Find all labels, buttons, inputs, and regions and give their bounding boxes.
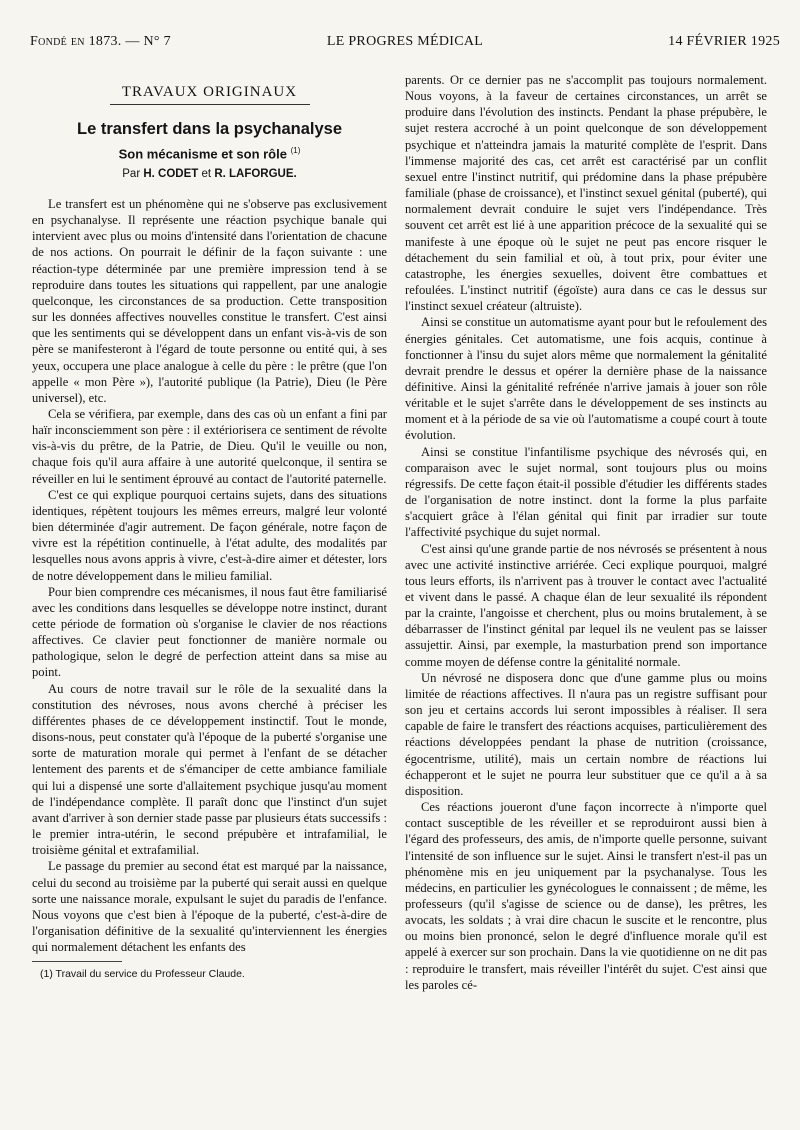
- paragraph: Ces réactions joueront d'une façon incorrecte à n'importe quel contact susceptible de les réveiller et se reproduiront aussi bien à l'égard des professeurs, des amis, de n'importe quelle personne, suivant l'intensité de son influence sur le sujet. Ainsi le transfert n'est-il pas un phénomène mis en jeu uniquement par la psychanalyse. Tous les médecins, en particulier les gynécologues le connaissent ; de même, les professeurs (qu'il s'agisse de science ou de danse), les prêtres, les avocats, les soldats ; à vrai dire chacun le suscite et le rencontre, plus ou moins bien prononcé, selon le degré d'influence morale qu'il est appelé à exercer sur son prochain. Dans la vie quotidienne on ne dit pas : reproduire le transfert, mais réveiller l'intérêt du sujet. C'est ainsi que les paroles cé-: [405, 800, 767, 992]
- paragraph: Pour bien comprendre ces mécanismes, il nous faut être familiarisé avec les conditions dans lesquelles se développe notre instinct, durant cette période de formation où s'organise le clavier de nos réactions affectives. Ce clavier peut fonctionner de manière normale ou pathologique, selon le degré de perfection atteint dans sa mise au point.: [32, 584, 387, 680]
- left-column: [32, 72, 387, 982]
- right-column: [405, 72, 767, 993]
- authors-prefix: Par: [122, 167, 141, 180]
- paragraph: parents. Or ce dernier pas ne s'accomplit pas toujours normalement. Nous voyons, à la faveur de certaines circonstances, un arrêt se produire dans l'évolution des instincts. Pendant la phase prépubère, le sujet restera accroché à un point quelconque de son développement psychique et n'atteindra jamais la maturité complète de l'esprit. Dans l'immense majorité des cas, cet arrêt est caractérisé par un conflit sexuel entre l'instinct nutritif, qui prédomine dans la phase prépubère familiale (phase de croissance), et l'instinct sexuel génital (puberté), qui normalement devrait conduire le sujet vers l'indépendance. Très souvent cet arrêt est lié à une apparition précoce de la sexualité qui se manifeste à une époque où le sujet ne peut pas encore risquer le détachement du sein familial et où, à tout prix, pour éviter une catastrophe, les énergies sexuelles, doivent être combattues et refoulées. L'instinct nutritif (égoïste) aura dans ce cas le dessus sur l'instinct sexuel créateur (altruiste).: [405, 73, 767, 314]
- section-rubric: TRAVAUX ORIGINAUX: [121, 84, 298, 100]
- author-1: H. CODET: [143, 167, 199, 180]
- authors-and: et: [201, 167, 212, 180]
- header-journal-title: LE PROGRES MÉDICAL: [326, 34, 484, 49]
- footnote: (1) Travail du service du Professeur Claude.: [40, 968, 245, 981]
- paragraph: Cela se vérifiera, par exemple, dans des cas où un enfant a fini par haïr inconsciemment son père : il extériorisera ce sentiment de révolte vis-à-vis du prêtre, de la Patrie, de Dieu. Qu'il le veuille ou non, chaque fois qu'il aura affaire à une autorité quelconque, il sentira se réveiller en lui le sentiment éprouvé au contact de l'autorité paternelle.: [32, 406, 387, 486]
- article-authors: [32, 166, 387, 182]
- paragraph: Un névrosé ne disposera donc que d'une gamme plus ou moins limitée de réactions affectives. Il n'aura pas un registre suffisant pour son jeu et certains accords lui seront impossibles à réaliser. Il sera capable de faire le transfert des réactions acquises, particulièrement des réactions développées pendant la phase de nutrition (croissance, égocentrisme, utilité), mais un certain nombre de réactions lui échapperont et le sujet ne pourra leur substituer que ce qu'il a à sa disposition.: [405, 670, 767, 798]
- article-subtitle: [32, 143, 387, 162]
- header-date: 14 FÉVRIER 1925: [668, 34, 780, 49]
- paragraph: Ainsi se constitue un automatisme ayant pour but le refoulement des énergies génitales. Cet automatisme, une fois acquis, continue à fonctionner à l'insu du sujet alors même que normalement la génitalité devrait prendre le dessus et opérer la dernière phase de la naissance définitive. Ainsi la génitalité refrénée n'arrive jamais à jouer son rôle véritable et le sujet s'arrête dans le développement de ses instincts au moment et à la période de sa vie où l'automatisme a coupé court à toute évolution.: [405, 315, 767, 443]
- paragraph: C'est ce qui explique pourquoi certains sujets, dans des situations identiques, répètent toujours les mêmes erreurs, malgré leur volonté bien déterminée d'agir autrement. De façon générale, notre façon de vivre est la répétition continuelle, à l'état adulte, des modalités par lesquelles nous avons appris à vivre, c'est-à-dire aimer et détester, lors de notre développement dans le milieu familial.: [32, 487, 387, 583]
- paragraph: Au cours de notre travail sur le rôle de la sexualité dans la constitution des névroses, nous avons cherché à préciser les différentes phases de ce développement instinctif. Tout le monde, disons-nous, peut constater qu'à l'époque de la puberté s'organise une sorte de maturation morale qui permet à l'enfant de se détacher lentement des parents et de s'émanciper de cette ambiance familiale qui lui a dispensé une sorte d'allaitement psychique jusqu'au moment de l'indépendance complète. Il paraît donc que l'instinct d'un sujet avant d'arriver à son dernier stade passe par plusieurs états successifs : le premier intra-utérin, le second prépubère et intrafamilial, le troisième génital et extrafamilial.: [32, 681, 387, 858]
- running-header: [30, 30, 780, 54]
- footnote-marker: (1): [290, 146, 301, 156]
- author-2: R. LAFORGUE.: [214, 167, 297, 180]
- rubric-underline: [110, 104, 310, 105]
- article-title: Le transfert dans la psychanalyse: [76, 120, 343, 139]
- paragraph: Ainsi se constitue l'infantilisme psychique des névrosés qui, en comparaison avec le sujet normal, sont toujours plus ou moins régressifs. De cette façon était-il possible d'étudier les différents stades de l'organisation de notre instinct. dont la forme la plus parfaite s'acquiert grâce à l'élan génital qui finit par irradier sur toute l'affectivité psychique du sujet normal.: [405, 444, 767, 540]
- article-subtitle-text: Son mécanisme et son rôle: [118, 146, 287, 162]
- paragraph: Le transfert est un phénomène qui ne s'observe pas exclusivement en psychanalyse. Il représente une réaction psychique banale qui intervient avec plus ou moins d'intensité dans l'orientation de chacune de nos actions. On pourrait le définir de la façon suivante : une réaction-type déterminée par une première impression tend à se reproduire dans toutes les situations qui rappellent, par une analogie quelconque, les circonstances de sa production. Cette transposition sur les données affectives nouvelles constitue le transfert. C'est ainsi que les sentiments qui se développent dans un enfant vis-à-vis de son père se manifesteront à l'égard de toute personne ou entité qui, à ses yeux, occupera une place analogue à celle du père : le prêtre (que l'on appelle « mon Père »), l'autorité publique (la Patrie), Dieu (le Père universel), etc.: [32, 196, 387, 405]
- paragraph: C'est ainsi qu'une grande partie de nos névrosés se présentent à nous avec une activité instinctive arriérée. Ceci explique pourquoi, malgré tous leurs efforts, ils n'arrivent pas à trouver le contact avec l'actualité et vivent dans le passé. A chaque élan de leur sexualité ils répondent par la crainte, l'angoisse et cherchent, plus ou moins brutalement, à se débarrasser de l'instinct génital par lequel ils ne veulent pas se laisser assujettir. Ainsi, par exemple, la masturbation prend son importance comme moyen de défense contre la génitalité normale.: [405, 541, 767, 669]
- paragraph: Le passage du premier au second état est marqué par la naissance, celui du second au troisième par la puberté qui serait aussi en quelque sorte une naissance morale, expulsant le sujet du paradis de l'enfance. Nous voyons que c'est bien à l'époque de la puberté, c'est-à-dire de l'organisation définitive de la sexualité qu'interviennent les énergies qui normalement détachent les enfants des: [32, 859, 387, 955]
- footnote-separator: [32, 961, 122, 962]
- header-founded: Fondé en 1873. — N° 7: [30, 34, 171, 49]
